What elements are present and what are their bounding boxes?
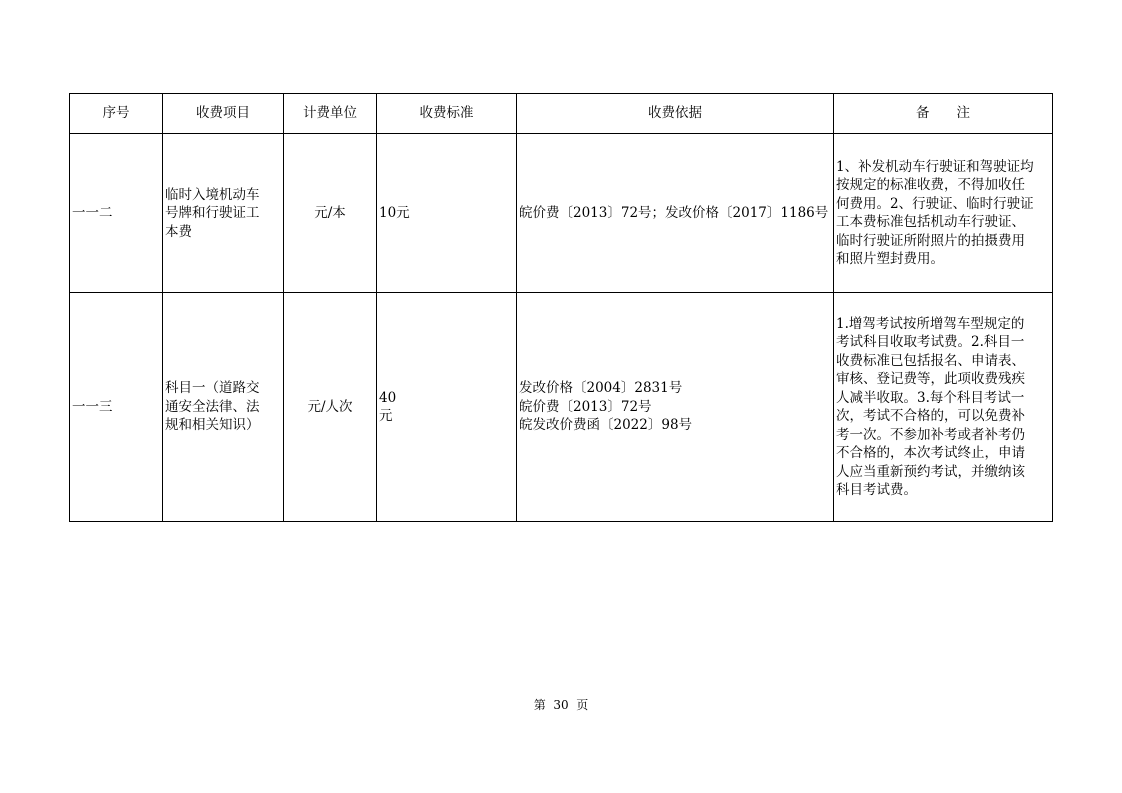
header-standard: 收费标准	[377, 94, 517, 134]
row-no: 一一二	[70, 134, 163, 293]
item-line: 本费	[165, 223, 192, 240]
remark-line: 按规定的标准收费，不得加收任	[836, 177, 1025, 194]
fee-table	[69, 93, 1053, 522]
basis-line: 皖价费〔2013〕72号；发改价格〔2017〕1186号	[519, 205, 829, 221]
header-basis: 收费依据	[517, 94, 834, 134]
remark-line: 科目考试费。	[836, 482, 917, 499]
header-item: 收费项目	[163, 94, 284, 134]
row-item	[163, 134, 284, 293]
header-remark: 备 注	[834, 94, 1053, 134]
page-number: 第 30 页	[533, 698, 589, 712]
row-unit: 元/人次	[284, 293, 377, 522]
table-header-row	[70, 94, 1053, 134]
item-line: 规和相关知识）	[165, 417, 260, 434]
row-no: 一一三	[70, 293, 163, 522]
row-remark	[834, 293, 1053, 522]
remark-line: 1、补发机动车行驶证和驾驶证均	[836, 158, 1034, 175]
remark-line: 1.增驾考试按所增驾车型规定的	[836, 315, 1025, 332]
standard-line: 10元	[379, 205, 410, 221]
basis-line: 发改价格〔2004〕2831号	[519, 380, 683, 397]
table-row	[70, 134, 1053, 293]
remark-line: 收费标准已包括报名、申请表、	[836, 352, 1025, 369]
remark-line: 考一次。不参加补考或者补考仍	[836, 426, 1025, 443]
row-basis	[517, 293, 834, 522]
remark-line: 不合格的，本次考试终止，申请	[836, 445, 1025, 462]
row-standard	[377, 134, 517, 293]
row-unit: 元/本	[284, 134, 377, 293]
remark-line: 人减半收取。3.每个科目考试一	[836, 389, 1025, 406]
header-unit: 计费单位	[284, 94, 377, 134]
remark-line: 工本费标准包括机动车行驶证、	[836, 214, 1025, 231]
remark-line: 次，考试不合格的，可以免费补	[836, 408, 1025, 425]
table-row	[70, 293, 1053, 522]
row-standard	[377, 293, 517, 522]
basis-line: 皖价费〔2013〕72号	[519, 398, 652, 415]
remark-line: 何费用。2、行驶证、临时行驶证	[836, 195, 1034, 212]
item-line: 号牌和行驶证工	[165, 205, 260, 221]
basis-line: 皖发改价费函〔2022〕98号	[519, 417, 693, 434]
remark-line: 考试科目收取考试费。2.科目一	[836, 334, 1025, 351]
row-item	[163, 293, 284, 522]
header-no: 序号	[70, 94, 163, 134]
item-line: 临时入境机动车	[165, 186, 260, 203]
remark-line: 审核、登记费等，此项收费残疾	[836, 371, 1025, 388]
item-line: 科目一（道路交	[165, 380, 260, 397]
item-line: 通安全法律、法	[165, 398, 260, 415]
remark-line: 临时行驶证所附照片的拍摄费用	[836, 232, 1025, 249]
row-remark	[834, 134, 1053, 293]
row-basis	[517, 134, 834, 293]
standard-line: 40	[379, 389, 397, 406]
remark-line: 人应当重新预约考试，并缴纳该	[836, 463, 1025, 480]
standard-line: 元	[379, 408, 393, 425]
remark-line: 和照片塑封费用。	[836, 251, 944, 268]
